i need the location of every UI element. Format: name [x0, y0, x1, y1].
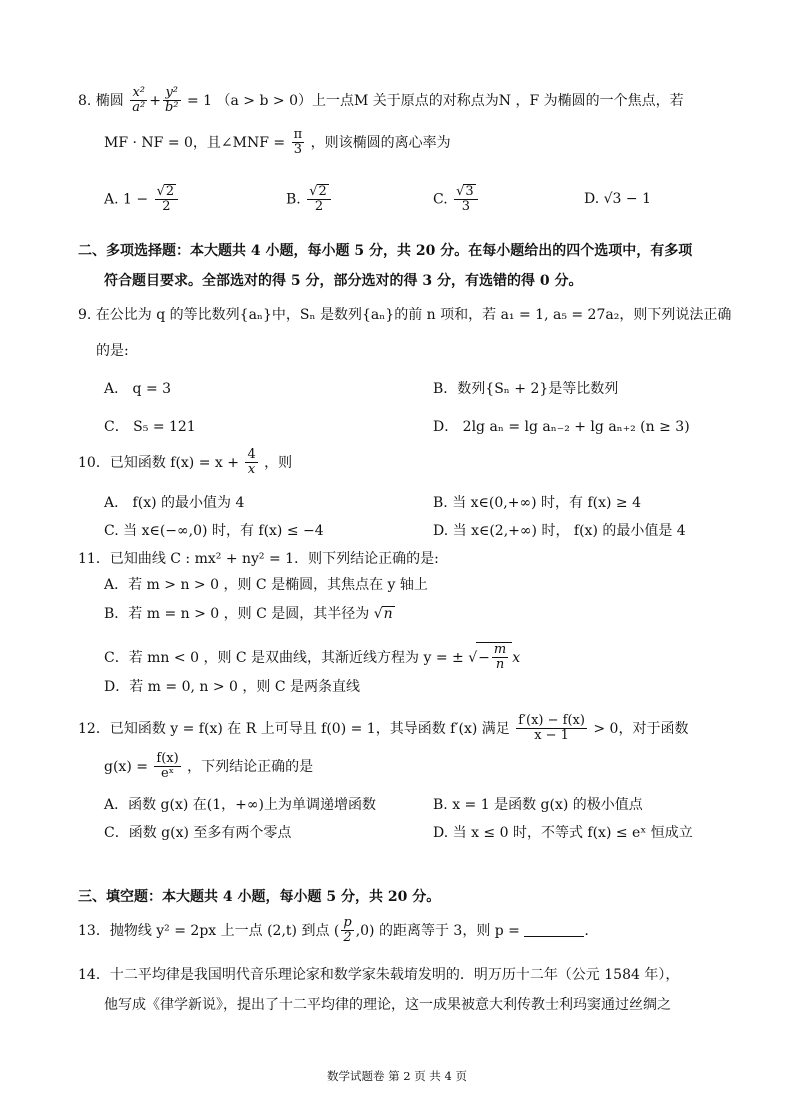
q9-option-a: A． q = 3 [104, 381, 172, 397]
q9-option-b: B．数列{Sₙ + 2}是等比数列 [433, 381, 619, 397]
q11-option-c: C．若 mn < 0 ，则 C 是双曲线，其渐近线方程为 y = ± √− $\frac{m}{n}$ x [104, 642, 521, 673]
frac-den: x − 1 [534, 728, 569, 744]
q10-frac [245, 448, 257, 478]
section-2-heading: 二、多项选择题：本大题共 4 小题，每小题 5 分，共 20 分。在每小题给出的四个选项中，有多项 [78, 243, 693, 259]
frac-den: 2 [162, 199, 171, 215]
frac-num: √2 [307, 184, 331, 200]
q8-option-b [286, 184, 333, 215]
q14-stem-cont: 他写成《律学新说》，提出了十二平均律的理论，这一成果被意大利传教士利玛窦通过丝绸之 [104, 997, 671, 1013]
q10-stem-text: 10．已知函数 f(x) = x + [78, 454, 239, 471]
sqrt-body: n [383, 606, 393, 622]
frac-num: f(x) [156, 751, 179, 766]
frac-num: x² [130, 86, 147, 101]
frac-den: 3 [461, 199, 471, 215]
section-2-heading-cont: 符合题目要求。全部选对的得 5 分，部分选对的得 3 分，有选错的得 0 分。 [104, 273, 583, 289]
q9-stem: 9. 在公比为 q 的等比数列{aₙ}中，Sₙ 是数列{aₙ}的前 n 项和，若 a₁ = 1, a₅ = 27a₂，则下列说法正确 [78, 307, 732, 323]
q8-line2 [104, 128, 451, 158]
q11-option-d: D．若 m = 0, n > 0 ，则 C 是两条直线 [104, 679, 361, 695]
option-text: C．若 mn < 0 ，则 C 是双曲线，其渐近线方程为 y = ± [104, 649, 464, 666]
answer-blank[interactable] [524, 924, 584, 937]
section-3-heading: 三、填空题：本大题共 4 小题，每小题 5 分，共 20 分。 [78, 889, 441, 905]
option-frac [155, 184, 179, 215]
option-text: 1 − [123, 191, 149, 208]
frac-num: f′(x) − f(x) [518, 713, 585, 728]
q8-stem-rest: （a > b > 0）上一点M 关于原点的对称点为N ，F 为椭圆的一个焦点，若 [216, 92, 684, 109]
option-label: B. [286, 191, 301, 208]
q12-option-c: C．函数 g(x) 至多有两个零点 [104, 825, 292, 841]
sqrt-body: 2 [165, 184, 175, 199]
q13-stem [78, 916, 589, 946]
q10-option-c: C. 当 x∈(−∞,0) 时，有 f(x) ≤ −4 [104, 523, 324, 539]
q8-frac-y [163, 86, 181, 116]
q8-frac-x [130, 86, 147, 116]
frac-den: 2 [343, 930, 352, 946]
q10-option-d: D. 当 x∈(2,+∞) 时， f(x) 的最小值是 4 [433, 523, 686, 539]
q8-option-a [104, 184, 180, 215]
q8-line2-text: MF · NF = 0，且∠MNF = [104, 134, 286, 151]
frac-num: √2 [155, 184, 179, 200]
sqrt-body: − $\frac{m}{n}$ [476, 642, 512, 673]
q11-stem: 11．已知曲线 C : mx² + ny² = 1．则下列结论正确的是: [78, 551, 439, 567]
frac-num: p [343, 915, 352, 930]
option-text: B．若 m = n > 0 ，则 C 是圆，其半径为 [104, 606, 370, 622]
option-label: A. [104, 191, 119, 208]
q12-frac [516, 714, 587, 744]
q11-option-a: A．若 m > n > 0 ，则 C 是椭圆，其焦点在 y 轴上 [104, 577, 428, 593]
q8-line1: 8. 椭圆 $\frac{\text{x²}}{\text{a²}}$ + $\frac{\text{y²}}{\text{b²}}$ = 1 （a > b > 0）上一点M 关于原点的对称点为N ，F 为椭圆的一个焦点，若 [78, 85, 684, 116]
frac-den: b² [164, 100, 179, 116]
q13-period: . [584, 922, 589, 939]
option-frac [454, 184, 478, 215]
option-frac [307, 184, 331, 215]
q13-text-rest: ,0) 的距离等于 3，则 p = [355, 922, 520, 939]
q10-stem-rest: ，则 [264, 454, 293, 471]
frac-den: 2 [314, 199, 324, 215]
option-label: D. [584, 191, 600, 207]
sqrt-body: 2 [318, 184, 327, 199]
q8-option-d [584, 192, 651, 207]
frac-den: n [495, 657, 505, 673]
frac-den: 3 [293, 142, 302, 158]
q8-line2-rest: ，则该椭圆的离心率为 [310, 134, 451, 151]
q12-option-b: B. x = 1 是函数 g(x) 的极小值点 [433, 797, 643, 813]
q8-frac-pi [292, 128, 305, 158]
q10-option-b: B. 当 x∈(0,+∞) 时，有 f(x) ≥ 4 [433, 495, 642, 511]
q10-stem [78, 448, 292, 478]
frac-num: √3 [454, 184, 478, 200]
option-text: √3 − 1 [603, 191, 652, 207]
var-x: x [512, 649, 521, 666]
q9-option-c: C． S₅ = 121 [104, 419, 196, 435]
q11-option-b: B．若 m = n > 0 ，则 C 是圆，其半径为 √n [104, 606, 393, 622]
q12-option-d: D. 当 x ≤ 0 时，不等式 f(x) ≤ eˣ 恒成立 [433, 825, 693, 841]
option-label: C. [433, 191, 448, 208]
q13-text: 13．抛物线 y² = 2px 上一点 (2,t) 到点 ( [78, 922, 340, 939]
sqrt-body: 3 [465, 184, 474, 199]
frac-den: a² [132, 100, 146, 116]
q10-option-a: A． f(x) 的最小值为 4 [104, 495, 245, 511]
q12-option-a: A．函数 g(x) 在(1，+∞)上为单调递增函数 [104, 797, 377, 813]
q8-eq: = 1 [186, 92, 213, 109]
q9-option-d: D． 2lg aₙ = lg aₙ₋₂ + lg aₙ₊₂ (n ≥ 3) [433, 419, 690, 435]
frac-den: x [247, 462, 256, 478]
q12-stem-rest: > 0，对于函数 [593, 720, 689, 737]
frac-num: 4 [247, 447, 256, 462]
page-footer: 数学试题卷 第 2 页 共 4 页 [326, 1069, 468, 1083]
frac-num: π [293, 127, 303, 142]
option-frac [492, 643, 508, 673]
frac-num: y² [163, 86, 181, 101]
q12-stem-text: 12．已知函数 y = f(x) 在 R 上可导且 f(0) = 1，其导函数 f′(x) 满足 [78, 720, 510, 737]
q12-g-frac [154, 752, 180, 782]
frac-den: eˣ [160, 766, 175, 782]
q8-stem-start: 8. 椭圆 [78, 92, 124, 109]
frac-num: m [493, 642, 507, 657]
q12-g-text: g(x) = [104, 758, 148, 775]
q8-option-c [433, 184, 480, 215]
q14-stem: 14．十二平均律是我国明代音乐理论家和数学家朱载堉发明的．明万历十二年（公元 1584 年）， [78, 967, 680, 983]
q12-stem-cont [104, 752, 313, 782]
q13-frac [341, 916, 353, 946]
q12-g-rest: ，下列结论正确的是 [187, 758, 314, 775]
q9-stem-cont: 的是: [96, 343, 129, 359]
q12-stem [78, 714, 688, 744]
